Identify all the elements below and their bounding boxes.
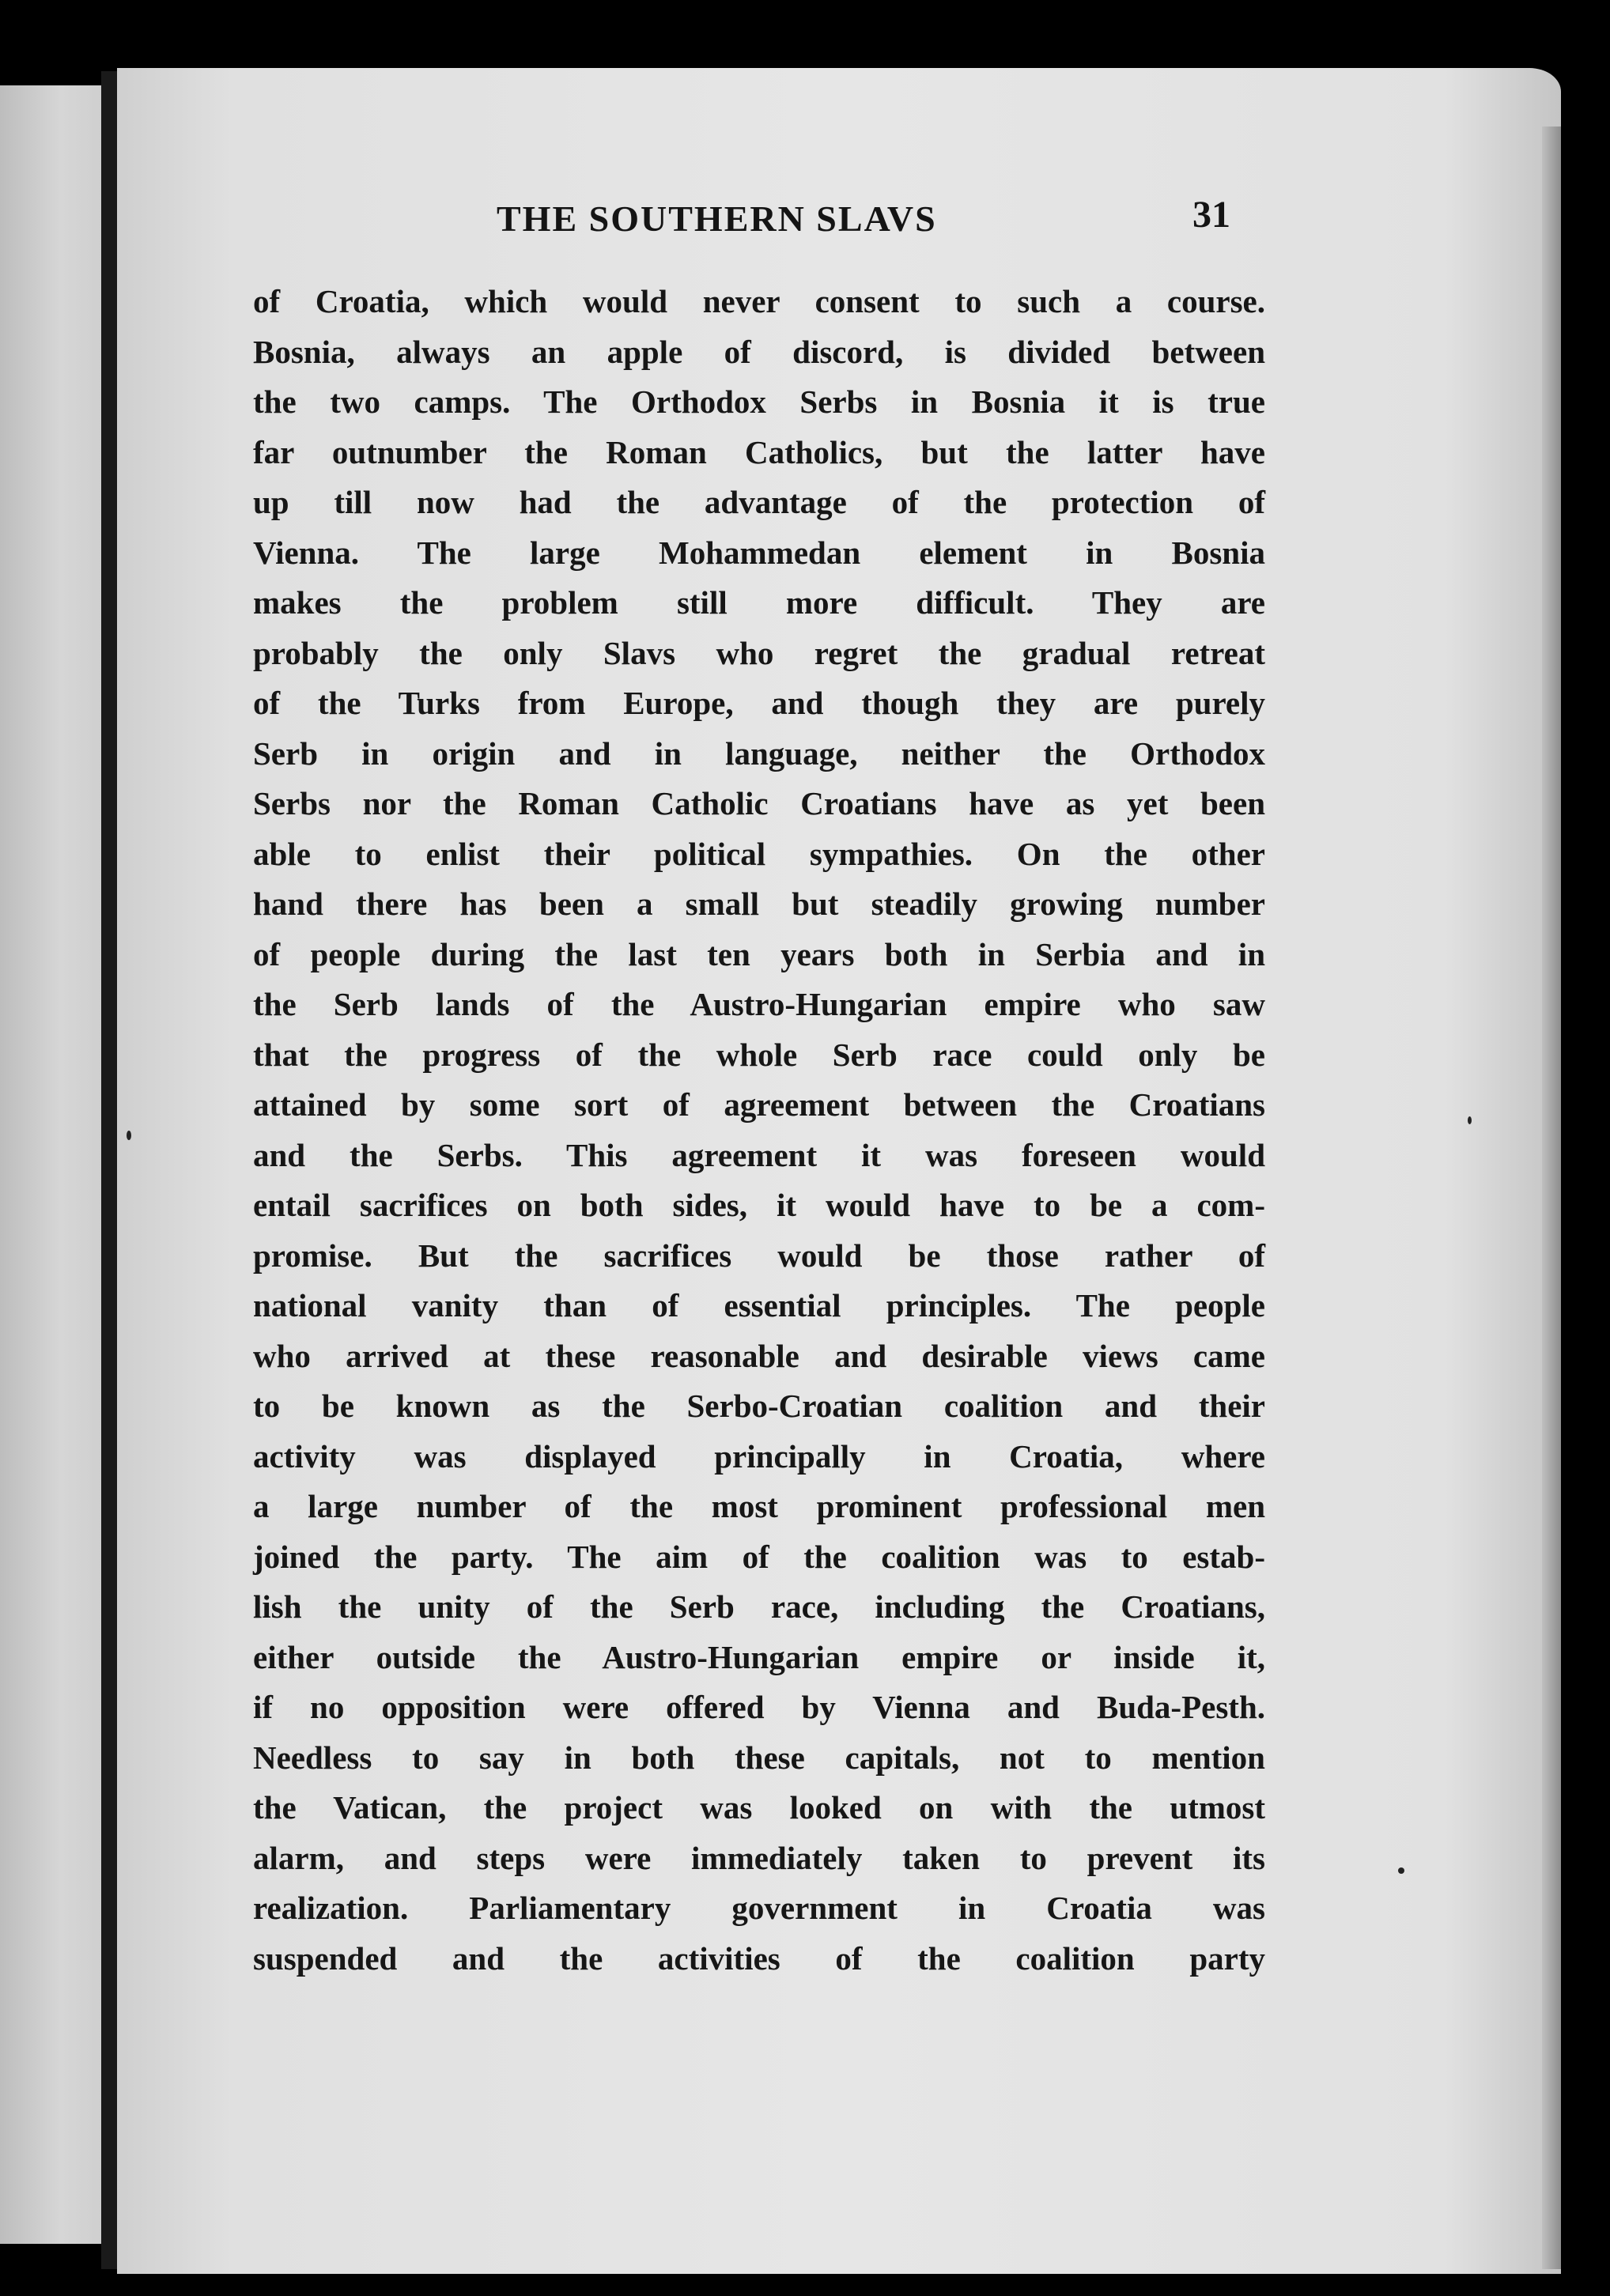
text-line: and the Serbs. This agreement it was foreseen would <box>253 1136 1265 1173</box>
text-line: the Serb lands of the Austro-Hungarian empire who saw <box>253 986 1265 1022</box>
book-gutter <box>101 71 117 2269</box>
text-line: probably the only Slavs who regret the gradual retreat <box>253 634 1265 671</box>
previous-page-edge <box>0 85 101 2244</box>
scan-speck <box>1468 1116 1472 1124</box>
page-number: 31 <box>1192 194 1230 236</box>
text-line: Serbs nor the Roman Catholic Croatians have as yet been <box>253 785 1265 821</box>
text-line: suspended and the activities of the coalition party <box>253 1939 1265 1977</box>
text-line: makes the problem still more difficult. They are <box>253 584 1265 621</box>
text-line: the two camps. The Orthodox Serbs in Bosnia it is true <box>253 383 1265 420</box>
text-line: realization. Parliamentary government in Croatia was <box>253 1890 1265 1926</box>
text-line: Bosnia, always an apple of discord, is divided between <box>253 333 1265 370</box>
text-line: of Croatia, which would never consent to such a course. <box>253 283 1265 319</box>
text-line: Vienna. The large Mohammedan element in Bosnia <box>253 534 1265 571</box>
text-line: promise. But the sacrifices would be those rather of <box>253 1237 1265 1274</box>
scan-speck <box>1398 1867 1404 1874</box>
text-line: a large number of the most prominent professional men <box>253 1488 1265 1524</box>
text-line: that the progress of the whole Serb race could only be <box>253 1036 1265 1073</box>
text-line: far outnumber the Roman Catholics, but the latter have <box>253 433 1265 470</box>
running-title: THE SOUTHERN SLAVS <box>497 198 937 239</box>
text-line: entail sacrifices on both sides, it would have to be a com- <box>253 1187 1265 1223</box>
text-line: hand there has been a small but steadily growing number <box>253 886 1265 922</box>
text-line: alarm, and steps were immediately taken to prevent its <box>253 1839 1265 1876</box>
text-line: up till now had the advantage of the protection of <box>253 484 1265 520</box>
text-line: either outside the Austro-Hungarian empire or inside it, <box>253 1638 1265 1675</box>
text-line: lish the unity of the Serb race, including the Croatians, <box>253 1588 1265 1625</box>
text-line: who arrived at these reasonable and desirable views came <box>253 1337 1265 1374</box>
text-line: activity was displayed principally in Croatia, where <box>253 1437 1265 1475</box>
text-line: able to enlist their political sympathies. On the other <box>253 835 1265 872</box>
text-line: of the Turks from Europe, and though they are purely <box>253 685 1265 721</box>
text-line: Needless to say in both these capitals, not to mention <box>253 1739 1265 1776</box>
body-text <box>253 277 1265 1984</box>
text-line: if no opposition were offered by Vienna and Buda-Pesth. <box>253 1689 1265 1725</box>
text-line: to be known as the Serbo-Croatian coalition and their <box>253 1388 1265 1424</box>
scan-speck <box>127 1131 131 1140</box>
text-line: of people during the last ten years both in Serbia and in <box>253 935 1265 972</box>
text-line: attained by some sort of agreement between the Croatians <box>253 1086 1265 1123</box>
text-line: joined the party. The aim of the coalition was to estab- <box>253 1538 1265 1575</box>
text-line: Serb in origin and in language, neither the Orthodox <box>253 734 1265 772</box>
text-line: national vanity than of essential principles. The people <box>253 1287 1265 1324</box>
text-line: the Vatican, the project was looked on with the utmost <box>253 1789 1265 1826</box>
page-fore-edge <box>1542 127 1561 2269</box>
